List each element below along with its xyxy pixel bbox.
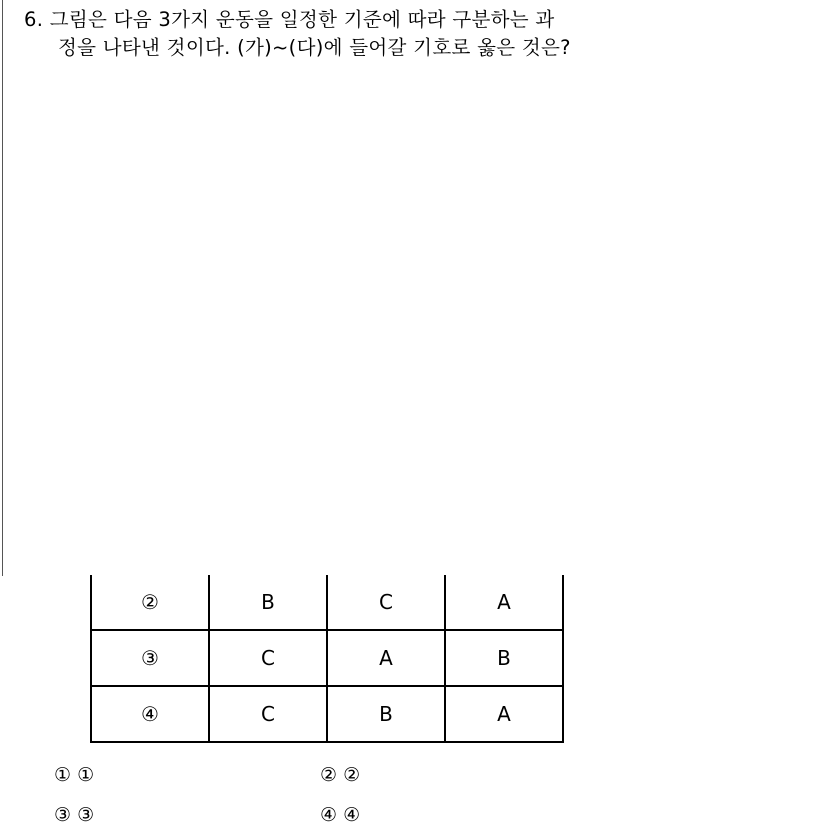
option-4[interactable]: ④ ④ [320,804,361,826]
question-line-1: 그림은 다음 3가지 운동을 일정한 기준에 따라 구분하는 과 [49,8,555,31]
option-1[interactable]: ① ① [54,764,95,786]
table-cell: ④ [91,686,209,742]
table-row [91,575,563,630]
answer-table [90,575,564,743]
question-number: 6. [24,8,44,31]
table-cell: ② [91,575,209,630]
table-cell: C [209,686,327,742]
option-2[interactable]: ② ② [320,764,361,786]
table-cell: A [445,686,563,742]
table-cell: B [327,686,445,742]
margin-line [2,0,3,576]
table-cell: ③ [91,630,209,686]
table-cell: C [209,630,327,686]
table-row [91,630,563,686]
table-cell: A [327,630,445,686]
table-row [91,686,563,742]
table-cell: A [445,575,563,630]
table-cell: B [209,575,327,630]
table-cell: C [327,575,445,630]
question-text [24,6,571,62]
table-cell: B [445,630,563,686]
option-3[interactable]: ③ ③ [54,804,95,826]
question-line-2: 정을 나타낸 것이다. (가)~(다)에 들어갈 기호로 옳은 것은? [58,36,571,59]
